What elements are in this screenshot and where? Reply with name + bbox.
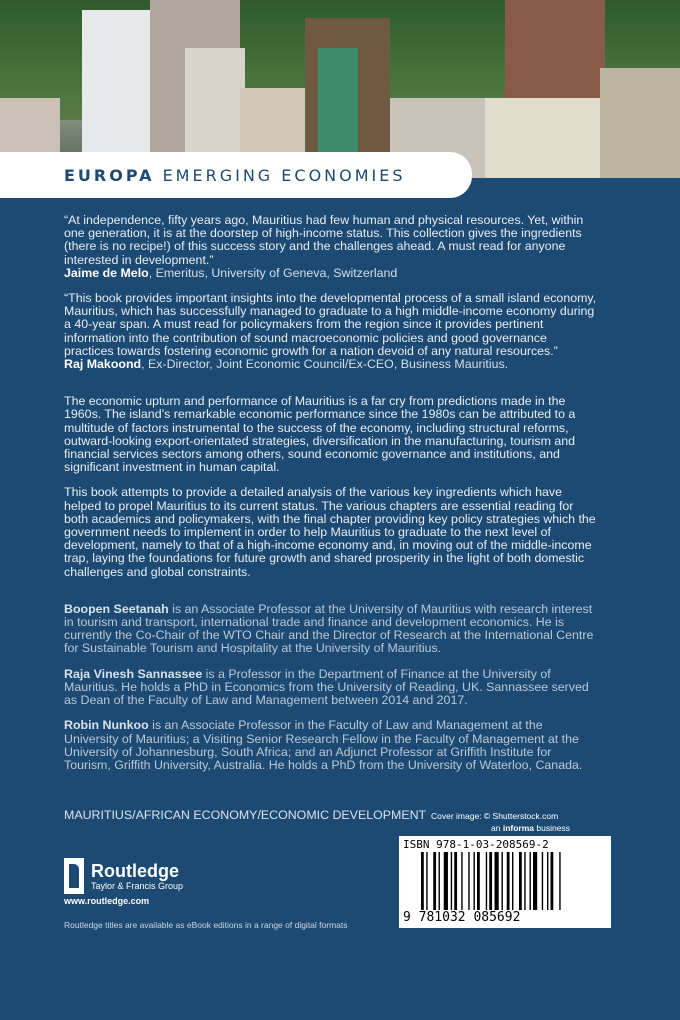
description-paragraph: This book attempts to provide a detailed analysis of the various key ingredients which have helped to propel Mauritius to its current status. The various chapters are essential reading for both academics and policymakers, with the final chapter providing key policy strategies which the government needs to implement in order to help Mauritius to graduate to the next level of development, namely to that of a high-income economy and, in moving out of the middle-income trap, laying the foundations for future growth and shared prosperity in the light of both domestic challenges and global constraints. <box>64 485 596 579</box>
endorsement <box>64 292 598 371</box>
publisher-logo <box>64 856 183 896</box>
barcode-bars-icon <box>421 852 597 910</box>
publisher-name: Routledge <box>91 861 179 881</box>
endorsement-quote: “This book provides important insights into the developmental process of a small island economy, Mauritius, which has successfully managed to graduate to a high middle-income economy during a 40-year span. A must read for policymakers from the region since it provides pertinent information into the contribution of sound macroeconomic policies and good governance practices towards fostering economic growth for a nation devoid of any natural resources.” <box>64 291 597 358</box>
isbn-barcode <box>399 836 611 928</box>
informa-business-tag: an informa business <box>491 823 570 833</box>
ebook-note: Routledge titles are available as eBook editions in a range of digital formats <box>64 920 348 930</box>
subject-categories: MAURITIUS/AFRICAN ECONOMY/ECONOMIC DEVELOPMENT <box>64 808 427 822</box>
endorsement-attribution: Raj Makoond, Ex-Director, Joint Economic Council/Ex-CEO, Business Mauritius. <box>64 357 509 372</box>
author-bio: Boopen Seetanah is an Associate Professor at the University of Mauritius with research interest in tourism and transport, international trade and finance and development economics. He is currently the Co-Chair of the WTO Chair and the Director of Research at the International Centre for Sustainable Tourism and Hospitality at the University of Mauritius. <box>64 601 594 656</box>
author-bio: Raja Vinesh Sannassee is a Professor in the Department of Finance at the University of Mauritius. He holds a PhD in Economics from the University of Reading, UK. Sannassee served as Dean of the Faculty of Law and Management between 2014 and 2017. <box>64 666 589 708</box>
endorsement-quote: “At independence, fifty years ago, Mauritius had few human and physical resources. Yet, within one generation, it is at the doorstep of high-income status. This collection gives the ingredients (there is no recipe!) of this success story and the challenges ahead. A must read for anyone interested in development.” <box>64 213 584 267</box>
endorsement <box>64 214 598 280</box>
publisher-url: www.routledge.com <box>64 896 150 906</box>
cover-image-credit: Cover image: © Shutterstock.com <box>431 811 559 821</box>
isbn-label: ISBN 978-1-03-208569-2 <box>403 838 549 851</box>
ean-number: 9 781032 085692 <box>403 910 521 925</box>
series-banner <box>0 152 472 198</box>
series-title: EUROPA EMERGING ECONOMIES <box>64 165 406 185</box>
description-paragraph: The economic upturn and performance of Mauritius is a far cry from predictions made in the 1960s. The island’s remarkable economic performance since the 1980s can be attributed to a multitude of factors instrumental to the success of the economy, including structural reforms, outward-looking export-orientated strategies, diversification in the manufacturing, tourism and financial services sectors among others, sound economic governance and institutions, and significant investment in human capital. <box>64 394 576 475</box>
author-bio: Robin Nunkoo is an Associate Professor in the Faculty of Law and Management at the University of Mauritius; a Visiting Senior Research Fellow in the Faculty of Management at the University of Johannesburg, South Africa; and an Adjunct Professor at Griffith Institute for Tourism, Griffith University, Australia. He holds a PhD from the University of Waterloo, Canada. <box>64 718 583 772</box>
building <box>600 68 680 178</box>
publisher-group: Taylor & Francis Group <box>91 881 184 891</box>
routledge-logo-icon <box>64 858 84 894</box>
back-cover-text <box>64 214 598 784</box>
endorsement-attribution: Jaime de Melo, Emeritus, University of Geneva, Switzerland <box>64 265 398 280</box>
